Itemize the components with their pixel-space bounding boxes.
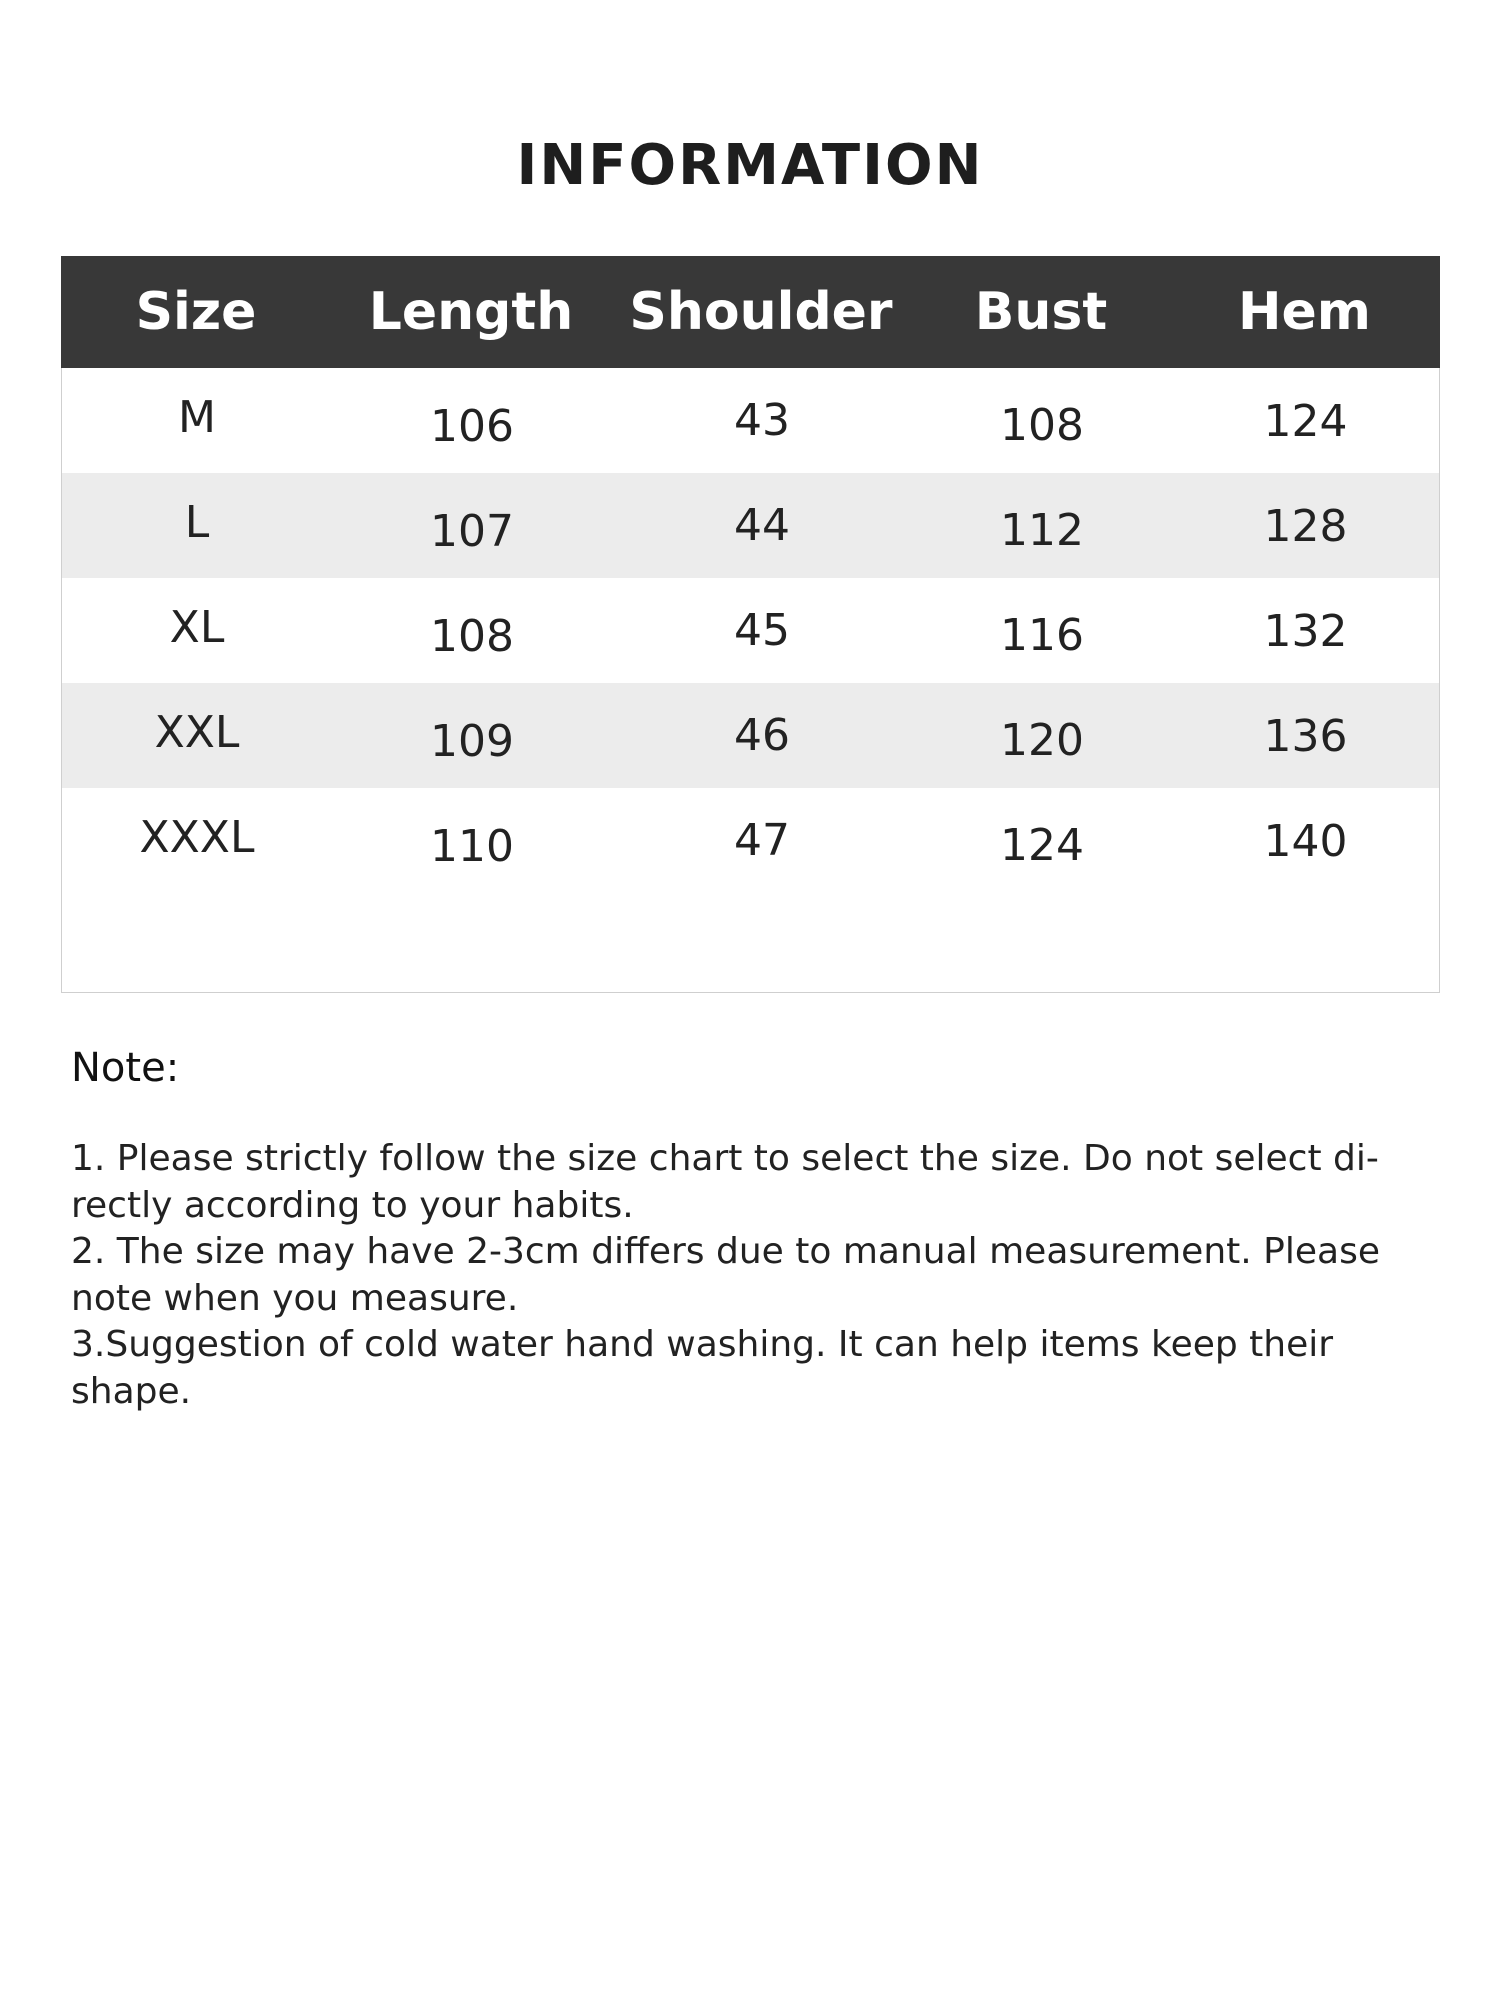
table-row [62, 788, 1439, 893]
note-heading: Note: [71, 1045, 180, 1091]
cell-length: 108 [430, 611, 514, 662]
size-table [61, 256, 1440, 993]
header-bust: Bust [974, 282, 1108, 342]
page-title: INFORMATION [516, 133, 984, 198]
note-line: shape. [71, 1370, 192, 1412]
table-row [62, 368, 1439, 473]
cell-hem: 140 [1263, 816, 1348, 867]
cell-length: 109 [430, 716, 514, 767]
note-body [71, 1136, 1411, 1415]
cell-shoulder: 46 [734, 710, 790, 761]
note-line: 2. The size may have 2-3cm differs due to manual measurement. Please [71, 1231, 1380, 1272]
cell-size: L [184, 497, 210, 548]
note-line: rectly according to your habits. [71, 1184, 634, 1226]
cell-bust: 108 [1000, 400, 1084, 451]
table-row [62, 578, 1439, 683]
table-header [61, 256, 1440, 368]
cell-shoulder: 43 [734, 395, 790, 446]
note-line: note when you measure. [71, 1277, 519, 1319]
cell-bust: 116 [1000, 610, 1084, 661]
cell-length: 106 [430, 401, 514, 452]
table-row [62, 473, 1439, 578]
cell-length: 107 [430, 506, 514, 557]
header-shoulder: Shoulder [629, 282, 893, 342]
cell-shoulder: 47 [734, 815, 790, 866]
cell-hem: 132 [1263, 606, 1348, 657]
cell-bust: 124 [1000, 820, 1084, 871]
cell-size: XL [169, 602, 225, 653]
header-length: Length [368, 282, 574, 342]
table-row [62, 683, 1439, 788]
cell-hem: 136 [1263, 711, 1348, 762]
cell-hem: 128 [1263, 501, 1348, 552]
cell-hem: 124 [1263, 396, 1348, 447]
cell-size: XXL [154, 707, 240, 758]
cell-shoulder: 44 [734, 500, 790, 551]
cell-length: 110 [430, 821, 514, 872]
cell-bust: 112 [1000, 505, 1084, 556]
header-hem: Hem [1238, 282, 1371, 342]
cell-bust: 120 [1000, 715, 1084, 766]
cell-size: XXXL [139, 812, 255, 863]
note-line: 1. Please strictly follow the size chart to select the size. Do not select di- [71, 1138, 1379, 1179]
note-line: 3.Suggestion of cold water hand washing. It can help items keep their [71, 1324, 1334, 1365]
cell-size: M [178, 392, 216, 443]
cell-shoulder: 45 [734, 605, 790, 656]
header-size: Size [135, 282, 257, 342]
